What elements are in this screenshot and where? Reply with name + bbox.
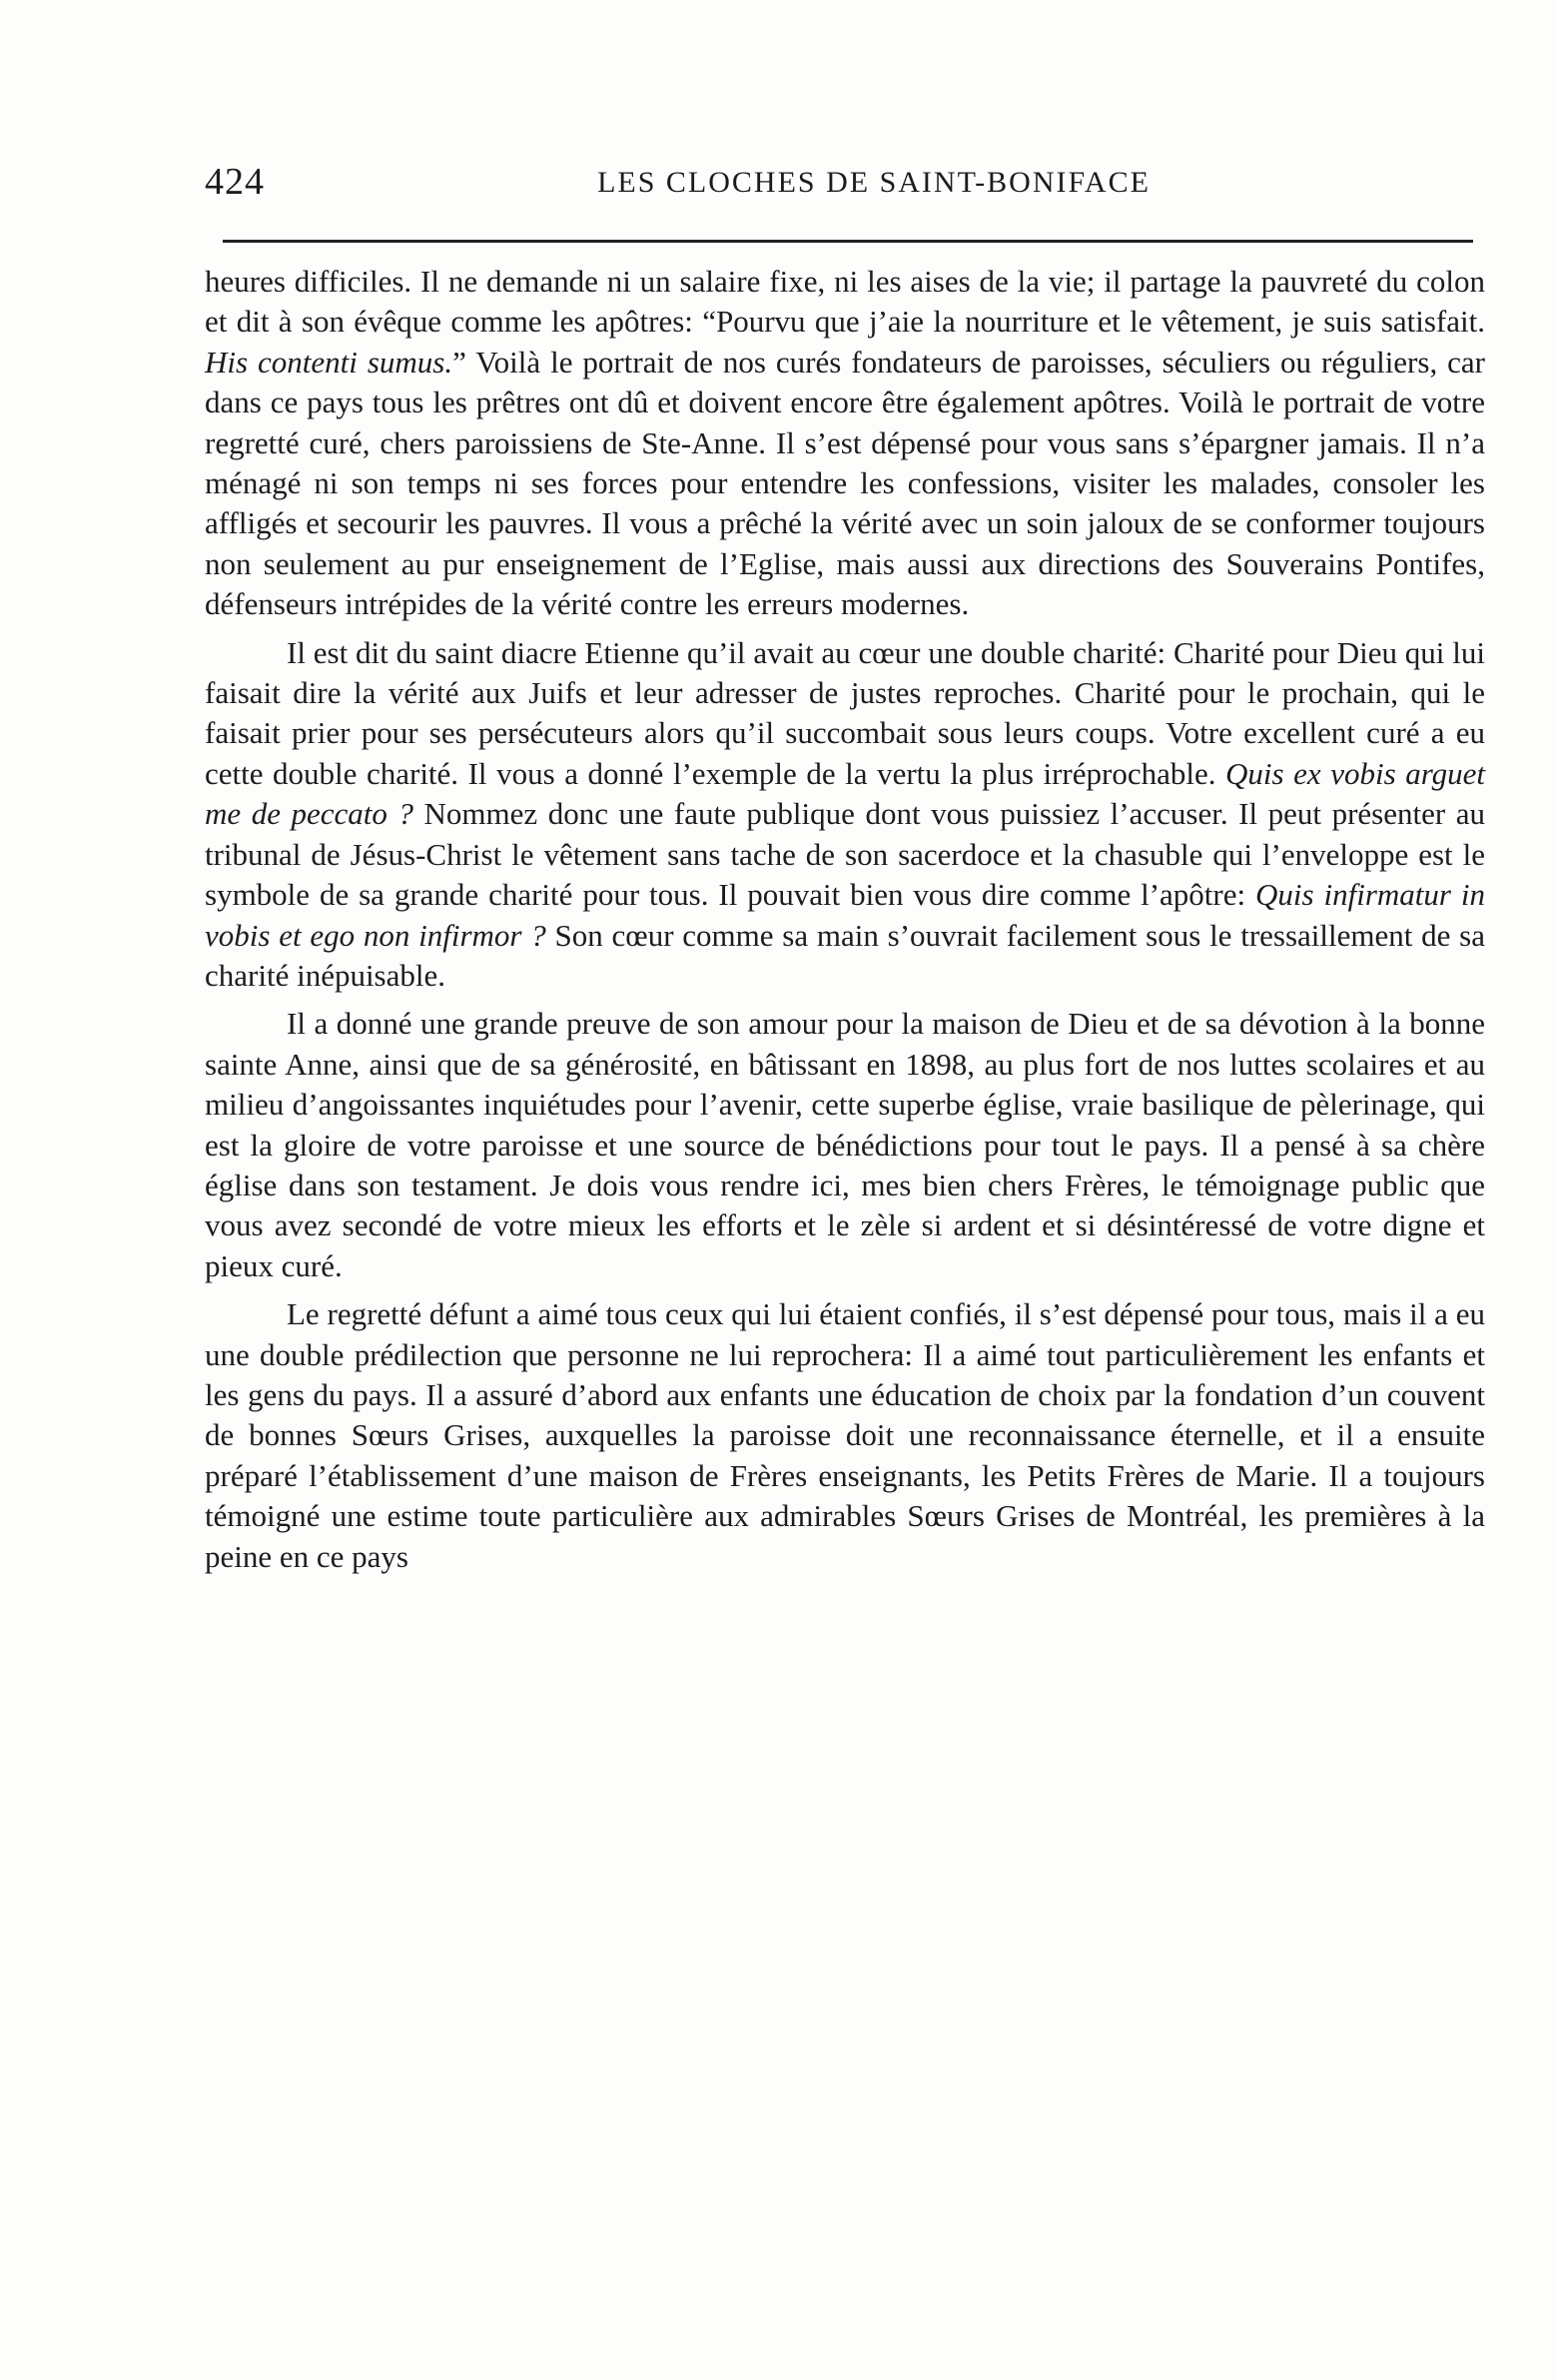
paragraph-2-text-2: Nommez donc une faute publique dont vous puissiez l’accuser. Il peut présenter au tribunal de Jésus-Christ le vêtement sans tache de son sacerdoce et la chasuble qui l’enveloppe est le symbole de sa grande charité pour tous. Il pouvait bien vous dire comme l’apôtre: — [205, 796, 1485, 913]
running-head — [205, 160, 1493, 216]
header-rule — [223, 240, 1473, 243]
paragraph-2-text-1: Il est dit du saint diacre Etienne qu’il avait au cœur une double charité: Charité pour Dieu qui lui faisait dire la vérité aux Juifs et leur adresser de justes reproches. Charité pour le prochain, qui le faisait prier pour ses persécuteurs alors qu’il succombait sous leurs coups. Votre excellent curé a eu cette double charité. Il vous a donné l’exemple de la vertu la plus irréprochable. — [205, 634, 1485, 791]
paragraph-2-text-3: Son cœur comme sa main s’ouvrait facilement sous le tressaillement de sa charité inépuisable. — [205, 917, 1485, 993]
paragraph-2-latin-quote-2: Quis infirmatur in vobis et ego non infirmor ? — [205, 877, 1485, 953]
paragraph-1-latin-quote: His contenti sumus. — [205, 344, 453, 380]
paragraph-3 — [205, 1004, 1485, 1286]
paragraph-2-latin-quote-1: Quis ex vobis arguet me de peccato ? — [205, 755, 1485, 832]
paragraph-1 — [205, 262, 1485, 625]
page-number: 424 — [205, 161, 265, 203]
paragraph-3-text-1: Il a donné une grande preuve de son amour pour la maison de Dieu et de sa dévotion à la bonne sainte Anne, ainsi que de sa générosité, en bâtissant en 1898, au plus fort de nos luttes scolaires et au milieu d’angoissantes inquiétudes pour l’avenir, cette superbe église, vraie basilique de pèlerinage, qui est la gloire de votre paroisse et une source de bénédictions pour tout le pays. Il a pensé à sa chère église dans son testament. Je dois vous rendre ici, mes bien chers Frères, le témoignage public que vous avez secondé de votre mieux les efforts et le zèle si ardent et si désintéressé de votre digne et pieux curé. — [205, 1006, 1485, 1283]
paragraph-1-text-1: heures difficiles. Il ne demande ni un salaire fixe, ni les aises de la vie; il partage la pauvreté du colon et dit à son évêque comme les apôtres: “Pourvu que j’aie la nourriture et le vêtement, je suis satisfait. — [205, 264, 1485, 340]
paragraph-2 — [205, 633, 1485, 997]
body-text — [205, 262, 1485, 1577]
book-page — [205, 0, 1493, 2380]
paragraph-4 — [205, 1294, 1485, 1577]
paragraph-4-text-1: Le regretté défunt a aimé tous ceux qui lui étaient confiés, il s’est dépensé pour tous, mais il a eu une double prédilection que personne ne lui reprochera: Il a aimé tout particulièrement les enfants et les gens du pays. Il a assuré d’abord aux enfants une éducation de choix par la fondation d’un couvent de bonnes Sœurs Grises, auxquelles la paroisse doit une reconnaissance éternelle, et il a ensuite préparé l’établissement d’une maison de Frères enseignants, les Petits Frères de Marie. Il a toujours témoigné une estime toute particulière aux admirables Sœurs Grises de Montréal, les premières à la peine en ce pays — [205, 1296, 1485, 1574]
running-title: LES CLOCHES DE SAINT-BONIFACE — [597, 166, 1151, 199]
paragraph-1-text-2: ” Voilà le portrait de nos curés fondateurs de paroisses, séculiers ou réguliers, car dans ce pays tous les prêtres ont dû et doivent encore être également apôtres. Voilà le portrait de votre regretté curé, chers paroissiens de Ste-Anne. Il s’est dépensé pour vous sans s’épargner jamais. Il n’a ménagé ni son temps ni ses forces pour entendre les confessions, visiter les malades, consoler les affligés et secourir les pauvres. Il vous a prêché la vérité avec un soin jaloux de se conformer toujours non seulement au pur enseignement de l’Eglise, mais aussi aux directions des Souverains Pontifes, défenseurs intrépides de la vérité contre les erreurs modernes. — [205, 344, 1486, 622]
